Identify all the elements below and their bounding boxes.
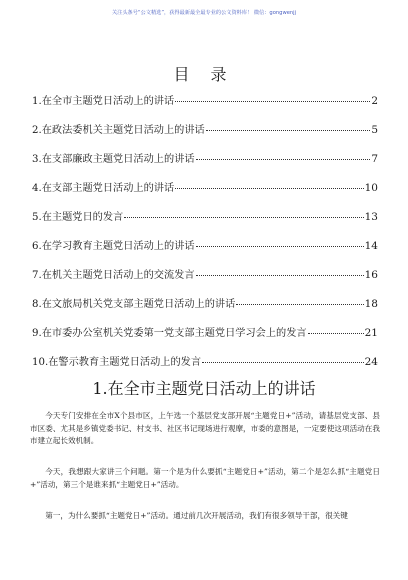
toc-entry-number: 9. <box>32 328 42 339</box>
toc-entry[interactable] <box>32 92 378 108</box>
toc-leader-dots <box>206 130 371 131</box>
toc-entry[interactable] <box>32 121 378 137</box>
toc-leader-dots <box>124 217 363 218</box>
toc-entry-page: 10 <box>364 182 378 194</box>
toc-entry-title: 在市委办公室机关党委第一党支部主题党日学习会上的发言 <box>41 328 307 339</box>
toc-entry-number: 10. <box>32 357 49 368</box>
toc-entry[interactable] <box>32 266 378 282</box>
toc-leader-dots <box>196 246 364 247</box>
body-paragraph: 第一，为什么要抓“主题党日+”活动。通过前几次开展活动，我们有很多领导干部，很关键 <box>45 511 348 520</box>
toc-title: 目 录 <box>173 65 235 84</box>
toc-entry-number: 5. <box>32 212 42 223</box>
toc-entry-title: 在支部主题党日活动上的讲话 <box>41 183 175 194</box>
toc-entry-number: 4. <box>32 183 42 194</box>
toc-leader-dots <box>236 304 363 305</box>
toc-entry-page: 16 <box>364 269 378 281</box>
toc-entry-page: 5 <box>371 124 378 136</box>
toc-entry-title: 在机关主题党日活动上的交流发言 <box>41 270 195 281</box>
toc-entry-title: 在政法委机关主题党日活动上的讲话 <box>41 125 205 136</box>
toc-entry[interactable] <box>32 324 378 340</box>
toc-leader-dots <box>308 333 364 334</box>
toc-entry-page: 18 <box>364 298 378 310</box>
toc-entry-title: 在文旅局机关党支部主题党日活动上的讲话 <box>41 299 236 310</box>
toc-entry[interactable] <box>32 353 378 369</box>
toc-entry[interactable] <box>32 295 378 311</box>
toc-leader-dots <box>196 275 364 276</box>
section-title: 1.在全市主题党日活动上的讲话 <box>92 379 316 398</box>
body-paragraph: 今天专门安排在全市X个县市区，上午选一个基层党支部开展“主题党日+”活动，请基层党支部、县市区委、尤其是乡镇党委书记、村支书、社区书记现场进行观摩，市委的意图是，一定要使这项活动在我市建立起长效机制。 <box>30 411 380 445</box>
toc-entry-title: 在全市主题党日活动上的讲话 <box>41 96 175 107</box>
toc-entry[interactable] <box>32 179 378 195</box>
toc-entry-title: 在学习教育主题党日活动上的讲话 <box>41 241 195 252</box>
header-banner: 关注头条号“公文精选”，获得最新最全最专业的公文资料库！ 微信：gongwenjj <box>111 10 297 16</box>
toc-leader-dots <box>175 101 370 102</box>
toc-entry-page: 2 <box>371 95 378 107</box>
toc-entry-number: 7. <box>32 270 42 281</box>
toc-entry-page: 14 <box>364 240 378 252</box>
toc-entry-number: 1. <box>32 96 42 107</box>
toc-entry-number: 3. <box>32 154 42 165</box>
toc-entry[interactable] <box>32 150 378 166</box>
toc-leader-dots <box>196 159 371 160</box>
toc-entry[interactable] <box>32 237 378 253</box>
toc-entry[interactable] <box>32 208 378 224</box>
toc-entry-number: 8. <box>32 299 42 310</box>
toc-entry-title: 在支部廉政主题党日活动上的讲话 <box>41 154 195 165</box>
toc-entry-page: 21 <box>364 327 378 339</box>
toc-entry-page: 7 <box>371 153 378 165</box>
body-paragraph: 今天，我想跟大家讲三个问题。第一个是为什么要抓“主题党日+”活动，第二个是怎么抓“主题党日+”活动，第三个是谁来抓“主题党日+”活动。 <box>30 467 380 489</box>
toc-entry-page: 24 <box>364 356 378 368</box>
toc-leader-dots <box>202 362 364 363</box>
toc-entry-number: 6. <box>32 241 42 252</box>
toc-entry-title: 在主题党日的发言 <box>41 212 124 223</box>
toc-entry-title: 在警示教育主题党日活动上的发言 <box>48 357 202 368</box>
toc-entry-page: 13 <box>364 211 378 223</box>
toc-leader-dots <box>175 188 363 189</box>
toc-entry-number: 2. <box>32 125 42 136</box>
